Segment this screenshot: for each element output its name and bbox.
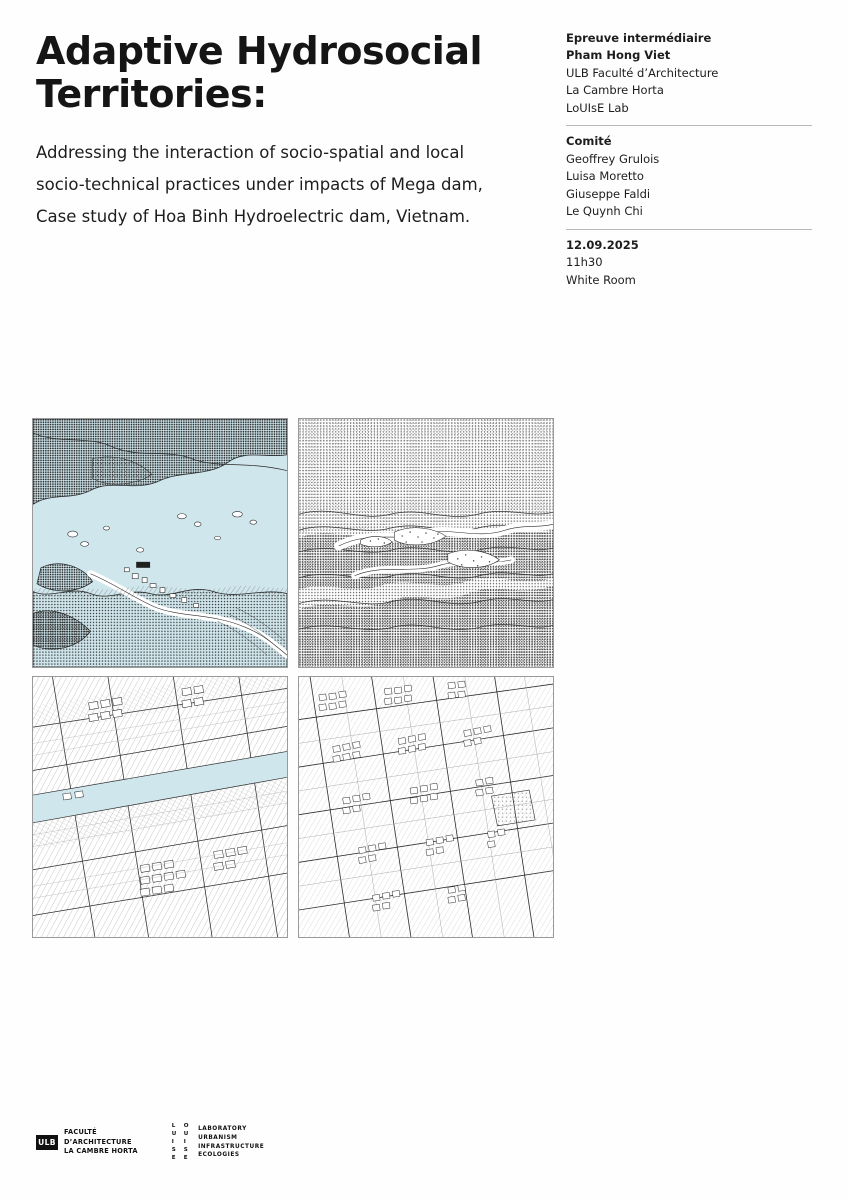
meta-event-block [566, 30, 812, 125]
louise-letter: U [183, 1131, 189, 1137]
ulb-logo-line-3: LA CAMBRE HORTA [64, 1147, 138, 1156]
meta-time: 11h30 [566, 255, 603, 270]
map-riverside-parcels [32, 676, 288, 938]
louise-letter: U [171, 1131, 177, 1137]
poster-footer [36, 1123, 264, 1162]
meta-divider-1 [566, 125, 812, 126]
title-line-1: Adaptive Hydrosocial [36, 29, 482, 73]
ulb-logo [36, 1128, 138, 1156]
meta-date: 12.09.2025 [566, 237, 639, 252]
header-meta-column [548, 30, 812, 297]
louise-word-4: ECOLOGIES [198, 1152, 240, 1159]
map-reservoir-shoreline-graphic [33, 419, 287, 667]
page-subtitle [36, 137, 536, 234]
louise-letter: E [183, 1155, 189, 1161]
meta-committee-member: Geoffrey Grulois [566, 151, 660, 166]
header-left-column [36, 30, 548, 234]
meta-schedule-block [566, 237, 812, 297]
louise-word-2: URBANISM [198, 1134, 238, 1141]
map-riverside-parcels-graphic [33, 677, 287, 937]
subtitle-line-2: socio-technical practices under impacts of Mega dam, [36, 175, 483, 195]
map-urban-fabric-graphic [299, 677, 553, 937]
poster-header [36, 30, 812, 297]
ulb-logo-text [64, 1128, 138, 1156]
meta-committee-member: Giuseppe Faldi [566, 186, 651, 201]
map-sediment-terrain-graphic [299, 419, 553, 667]
meta-committee-block [566, 133, 812, 228]
map-reservoir-shoreline [32, 418, 288, 668]
meta-institution: ULB Faculté d’Architecture [566, 65, 719, 80]
meta-committee-member: Le Quynh Chi [566, 204, 643, 219]
louise-letter: O [183, 1123, 190, 1129]
louise-letter: I [171, 1139, 175, 1145]
meta-place: White Room [566, 272, 636, 287]
louise-word-1: LABORATORY [198, 1126, 247, 1133]
subtitle-line-1: Addressing the interaction of socio-spatial and local [36, 143, 465, 163]
louise-letter-grid [172, 1123, 189, 1162]
louise-logo-text [198, 1125, 264, 1160]
meta-author: Pham Hong Viet [566, 48, 671, 63]
louise-letter: S [183, 1147, 189, 1153]
meta-event-type: Epreuve intermédiaire [566, 31, 712, 45]
meta-divider-2 [566, 229, 812, 230]
louise-letter: S [171, 1147, 177, 1153]
map-sediment-terrain [298, 418, 554, 668]
meta-committee-label: Comité [566, 134, 612, 149]
louise-letter: E [171, 1155, 177, 1161]
louise-word-3: INFRASTRUCTURE [198, 1143, 265, 1150]
ulb-logo-line-1: FACULTÉ [64, 1128, 97, 1137]
louise-logo [172, 1123, 265, 1162]
map-urban-fabric [298, 676, 554, 938]
figure-grid [32, 418, 552, 938]
subtitle-line-3: Case study of Hoa Binh Hydroelectric dam, Vietnam. [36, 207, 471, 227]
ulb-logo-line-2: D’ARCHITECTURE [64, 1137, 132, 1146]
title-line-2: Territories: [36, 71, 267, 116]
meta-lab: LoUIsE Lab [566, 100, 629, 115]
louise-letter: L [171, 1123, 176, 1129]
meta-school: La Cambre Horta [566, 83, 664, 98]
ulb-mark-icon: ULB [36, 1135, 58, 1150]
page-title [36, 30, 548, 115]
louise-letter: I [183, 1139, 187, 1145]
meta-committee-member: Luisa Moretto [566, 169, 644, 184]
